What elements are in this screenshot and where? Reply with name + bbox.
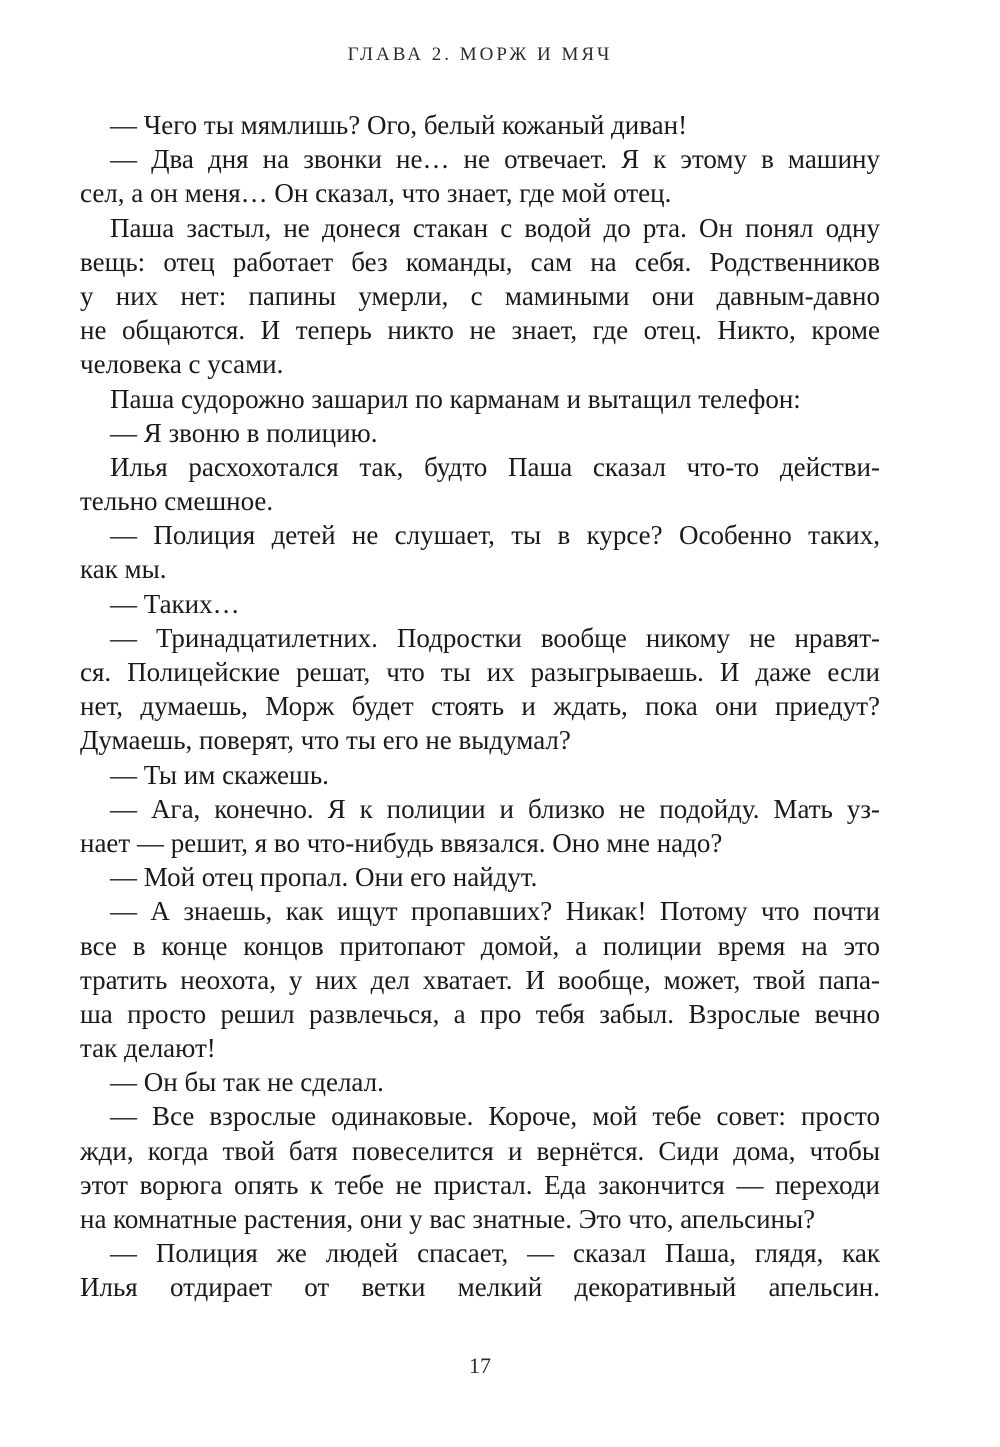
text-line: — Два дня на звонки не… не отвечает. Я к этому в машину <box>110 144 880 175</box>
text-line: — Таких… <box>110 588 240 619</box>
text-line: у них нет: папины умерли, с мамиными они давным-давно <box>80 280 880 311</box>
text-line: — А знаешь, как ищут пропавших? Никак! Потому что почти <box>110 896 880 927</box>
text-line: Паша судорожно зашарил по карманам и вытащил телефон: <box>110 383 801 414</box>
text-line: на комнатные растения, они у вас знатные. Это что, апельсины? <box>80 1204 816 1234</box>
body-text <box>80 108 880 1305</box>
text-line: все в конце концов притопают домой, а полиции время на это <box>80 930 880 961</box>
text-line: сел, а он меня… Он сказал, что знает, где мой отец. <box>80 178 672 209</box>
text-line: нет, думаешь, Морж будет стоять и ждать, пока они приедут? <box>80 691 880 722</box>
text-line: ша просто решил развлечься, а про тебя забыл. Взрослые вечно <box>80 998 880 1029</box>
text-line: как мы. <box>80 554 167 585</box>
text-line: нает — решит, я во что-нибудь ввязался. Оно мне надо? <box>80 827 723 858</box>
text-line: — Он бы так не сделал. <box>110 1067 384 1098</box>
page-number: 17 <box>469 1353 491 1378</box>
text-line: так делают! <box>80 1033 216 1064</box>
text-line: — Полиция же людей спасает, — сказал Паша, глядя, как <box>110 1238 880 1269</box>
text-line: ся. Полицейские решат, что ты их разыгрываешь. И даже если <box>80 657 880 687</box>
text-line: Илья отдирает от ветки мелкий декоративный апельсин. <box>80 1272 880 1303</box>
text-line: Паша застыл, не донеся стакан с водой до рта. Он понял одну <box>110 212 880 243</box>
text-line: — Чего ты мямлишь? Ого, белый кожаный диван! <box>110 110 688 140</box>
text-line: Думаешь, поверят, что ты его не выдумал? <box>80 725 571 756</box>
text-line: — Мой отец пропал. Они его найдут. <box>110 862 538 893</box>
text-line: — Я звоню в полицию. <box>110 417 378 448</box>
text-line: — Тринадцатилетних. Подростки вообще никому не нравят- <box>110 622 880 653</box>
text-line: тельно смешное. <box>80 486 274 517</box>
running-head: ГЛАВА 2. МОРЖ И МЯЧ <box>347 44 613 65</box>
text-line: — Ага, конечно. Я к полиции и близко не подойду. Мать уз- <box>110 793 880 824</box>
text-line: жди, когда твой батя повеселится и вернётся. Сиди дома, чтобы <box>80 1135 880 1166</box>
text-line: не общаются. И теперь никто не знает, где отец. Никто, кроме <box>80 315 880 346</box>
text-line: — Полиция детей не слушает, ты в курсе? Особенно таких, <box>110 520 880 551</box>
text-line: вещь: отец работает без команды, сам на себя. Родственников <box>80 246 880 277</box>
text-line: — Все взрослые одинаковые. Короче, мой тебе совет: просто <box>110 1101 880 1132</box>
text-line: — Ты им скажешь. <box>110 759 329 790</box>
text-line: Илья расхохотался так, будто Паша сказал что-то действи- <box>110 451 880 482</box>
text-line: этот ворюга опять к тебе не пристал. Еда закончится — переходи <box>80 1169 880 1200</box>
book-page <box>80 0 880 1447</box>
text-line: человека с усами. <box>80 349 284 380</box>
text-line: тратить неохота, у них дел хватает. И вообще, может, твой папа- <box>80 964 880 995</box>
